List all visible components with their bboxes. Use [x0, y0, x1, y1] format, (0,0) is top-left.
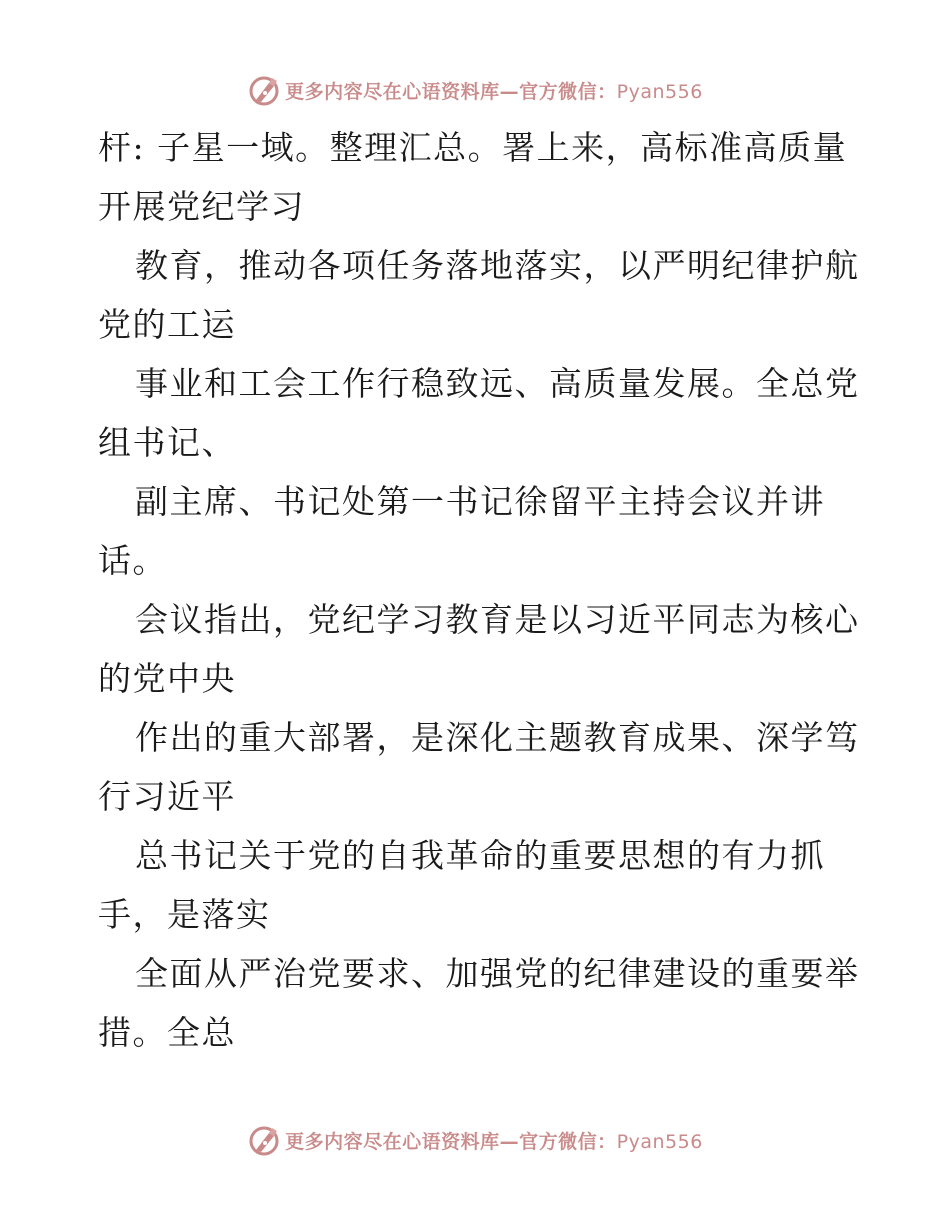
text-line: 党的工运	[98, 305, 236, 344]
text-line: 组书记、	[98, 423, 236, 462]
footer-banner-wechat-id: Pyan556	[616, 1130, 703, 1153]
footer-banner	[0, 1120, 950, 1160]
text-line: 全面从严治党要求、加强党的纪律建设的重要举	[135, 954, 860, 993]
text-line: 开展党纪学习	[98, 187, 305, 226]
header-banner-text	[285, 77, 703, 104]
text-line: 事业和工会工作行稳致远、高质量发展。全总党	[135, 364, 860, 403]
text-line: 副主席、书记处第一书记徐留平主持会议并讲	[135, 482, 825, 521]
text-line: 行习近平	[98, 777, 236, 816]
pen-nib-circle-icon	[247, 1123, 281, 1157]
text-line: 教育，推动各项任务落地落实，以严明纪律护航	[135, 246, 860, 285]
pen-nib-circle-icon	[247, 73, 281, 107]
text-line: 会议指出，党纪学习教育是以习近平同志为核心	[135, 600, 860, 639]
header-banner-wechat-id: Pyan556	[616, 80, 703, 103]
footer-banner-text	[285, 1127, 703, 1154]
text-line: 杆: 子星一域。整理汇总。署上来，高标准高质量	[98, 128, 848, 167]
text-line: 的党中央	[98, 659, 236, 698]
text-line: 作出的重大部署，是深化主题教育成果、深学笃	[135, 718, 860, 757]
document-body	[98, 118, 858, 1062]
footer-banner-cn: 更多内容尽在心语资料库—官方微信：	[285, 1130, 617, 1153]
text-line: 手，是落实	[98, 895, 271, 934]
header-banner-cn: 更多内容尽在心语资料库—官方微信：	[285, 80, 617, 103]
text-line: 总书记关于党的自我革命的重要思想的有力抓	[135, 836, 825, 875]
text-line: 话。	[98, 541, 167, 580]
header-banner	[0, 70, 950, 110]
text-line: 措。全总	[98, 1013, 236, 1052]
